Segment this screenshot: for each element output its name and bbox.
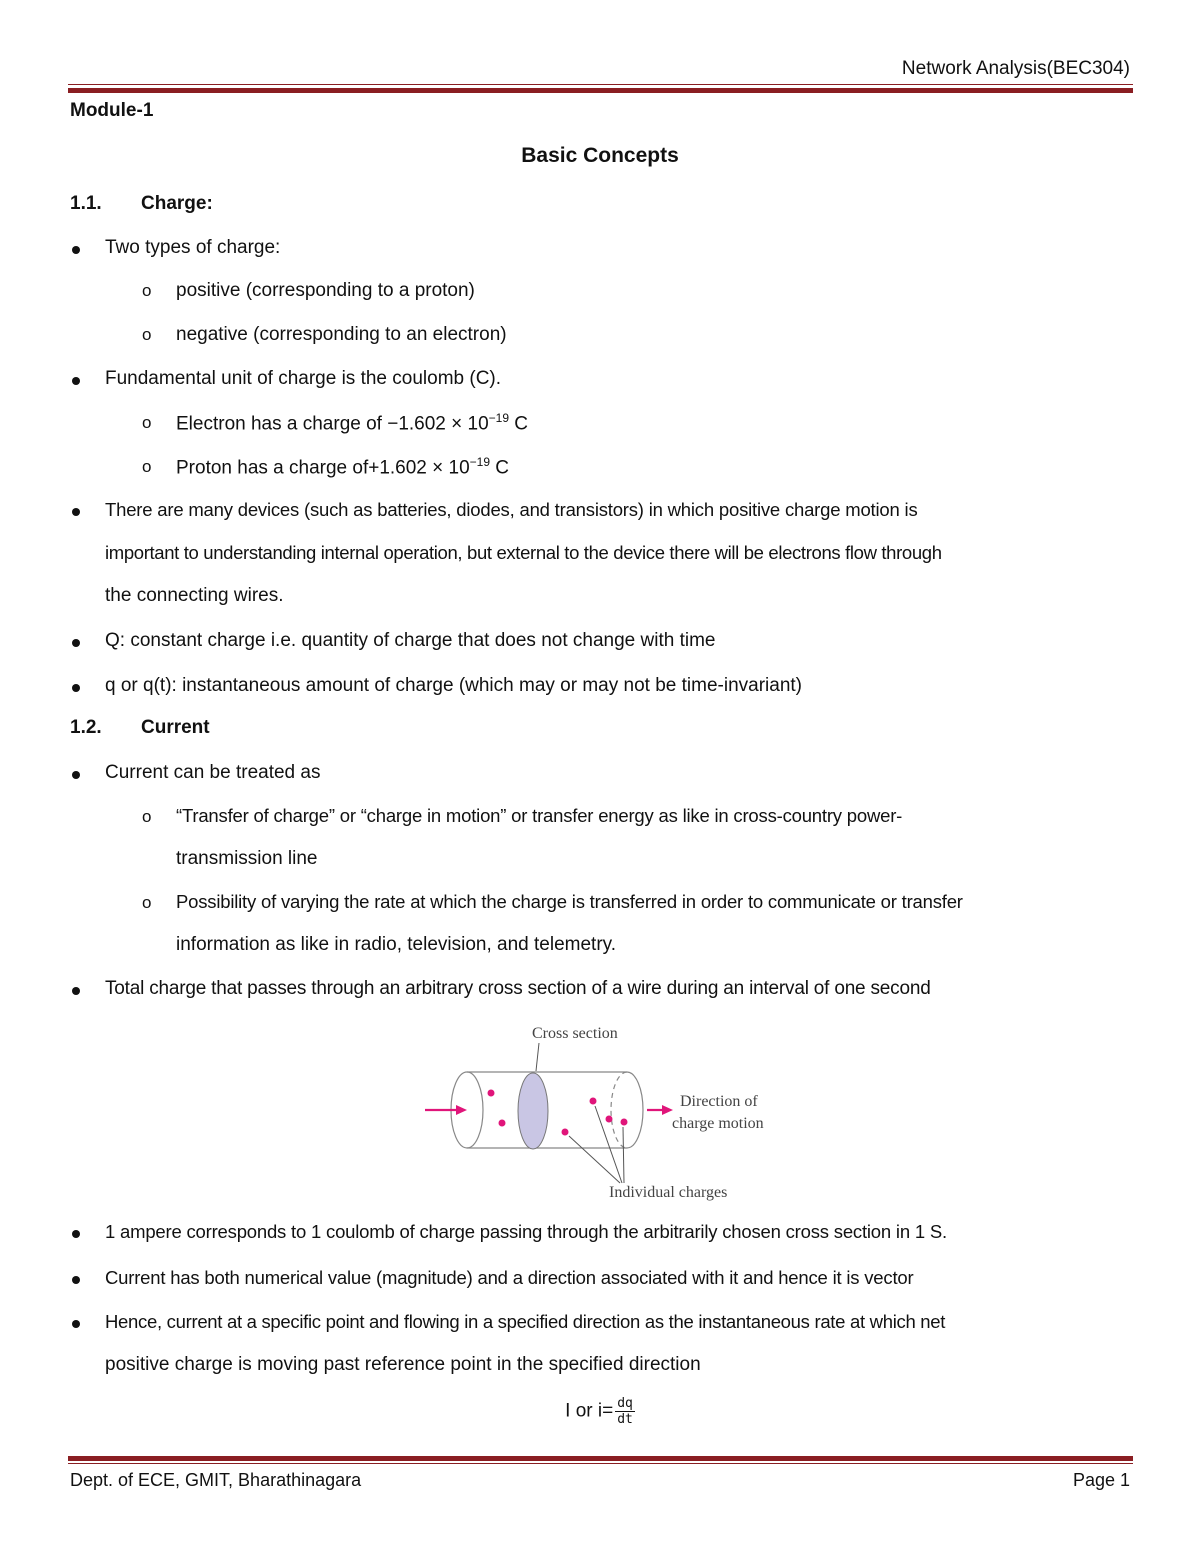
bullet-icon <box>72 639 80 647</box>
equation-numerator: dq <box>617 1396 633 1411</box>
equation-fraction <box>615 1396 635 1427</box>
cylinder-right-end <box>627 1072 643 1148</box>
list-item: Total charge that passes through an arbitrary cross section of a wire during an interval of one second <box>105 978 931 999</box>
cross-section-pointer <box>536 1043 539 1071</box>
electron-charge-unit: C <box>509 413 529 435</box>
footer-page-number: Page 1 <box>1072 1470 1130 1490</box>
bullet-icon <box>72 1320 80 1328</box>
list-item <box>176 455 509 479</box>
list-item-line: important to understanding internal operation, but external to the device there will be electrons flow through <box>105 542 942 563</box>
circle-bullet-icon: o <box>142 413 152 432</box>
circle-bullet-icon: o <box>142 893 152 912</box>
header-rule-thick <box>68 88 1133 93</box>
bullet-icon <box>72 377 80 385</box>
charge-dot <box>590 1098 597 1105</box>
circle-bullet-icon: o <box>142 807 152 826</box>
list-item: Q: constant charge i.e. quantity of charge that does not change with time <box>105 630 716 651</box>
circle-bullet-icon: o <box>142 281 152 300</box>
list-item-line: “Transfer of charge” or “charge in motion” or transfer energy as like in cross-country power- <box>176 805 903 826</box>
proton-charge-unit: C <box>490 457 510 479</box>
section-title-charge: Charge: <box>141 193 213 214</box>
label-direction-line1: Direction of <box>680 1093 758 1110</box>
charge-motion-figure <box>415 1015 795 1210</box>
electron-charge-text: Electron has a charge of −1.602 × 10 <box>176 413 489 435</box>
list-item: q or q(t): instantaneous amount of charge (which may or may not be time-invariant) <box>105 675 802 696</box>
section-number-1-1: 1.1. <box>70 193 102 214</box>
label-cross-section: Cross section <box>532 1025 618 1042</box>
footer-rule-thick <box>68 1456 1133 1461</box>
label-direction-line2: charge motion <box>672 1115 764 1132</box>
list-item-line: Hence, current at a specific point and flowing in a specified direction as the instantaneous rate at which net <box>105 1311 946 1332</box>
charge-pointer <box>569 1136 620 1183</box>
header-title: Network Analysis(BEC304) <box>901 58 1130 79</box>
list-item: Two types of charge: <box>105 237 281 258</box>
list-item <box>176 411 528 435</box>
list-item: negative (corresponding to an electron) <box>176 324 507 345</box>
proton-charge-exponent: −19 <box>469 455 491 469</box>
list-item: Current can be treated as <box>105 762 321 783</box>
cross-section-disk <box>518 1073 548 1149</box>
list-item-line: the connecting wires. <box>105 585 284 606</box>
current-equation <box>0 1396 1200 1427</box>
list-item: 1 ampere corresponds to 1 coulomb of charge passing through the arbitrarily chosen cross section in 1 S. <box>105 1221 947 1242</box>
incoming-arrowhead <box>456 1105 467 1115</box>
charge-dot <box>606 1116 613 1123</box>
bullet-icon <box>72 684 80 692</box>
list-item-line: Possibility of varying the rate at which the charge is transferred in order to communicate or transfer <box>176 891 963 912</box>
charge-dot <box>488 1090 495 1097</box>
list-item: Fundamental unit of charge is the coulomb (C). <box>105 368 502 389</box>
bullet-icon <box>72 1230 80 1238</box>
header-rule-thin <box>68 84 1133 85</box>
section-title-current: Current <box>141 717 210 738</box>
circle-bullet-icon: o <box>142 457 152 476</box>
list-item-line: information as like in radio, television, and telemetry. <box>176 934 617 955</box>
list-item: positive (corresponding to a proton) <box>176 280 475 301</box>
charge-dot <box>562 1129 569 1136</box>
list-item: Current has both numerical value (magnitude) and a direction associated with it and hence it is vector <box>105 1267 914 1288</box>
charge-pointer <box>623 1127 624 1183</box>
bullet-icon <box>72 987 80 995</box>
list-item-line: transmission line <box>176 848 318 869</box>
module-label: Module-1 <box>70 100 154 121</box>
circle-bullet-icon: o <box>142 325 152 344</box>
bullet-icon <box>72 771 80 779</box>
equation-denominator: dt <box>617 1412 633 1427</box>
proton-charge-text: Proton has a charge of+1.602 × 10 <box>176 457 470 479</box>
charge-dot <box>621 1119 628 1126</box>
cylinder-right-hidden-edge <box>611 1072 627 1148</box>
electron-charge-exponent: −19 <box>488 411 510 425</box>
section-number-1-2: 1.2. <box>70 717 102 738</box>
charge-dot <box>499 1120 506 1127</box>
bullet-icon <box>72 1276 80 1284</box>
equation-lhs: I or i= <box>565 1400 614 1422</box>
footer-rule-thin <box>68 1463 1133 1464</box>
bullet-icon <box>72 508 80 516</box>
label-individual-charges: Individual charges <box>609 1184 728 1201</box>
footer-department: Dept. of ECE, GMIT, Bharathinagara <box>70 1470 362 1490</box>
bullet-icon <box>72 246 80 254</box>
list-item-line: positive charge is moving past reference point in the specified direction <box>105 1354 701 1375</box>
outgoing-arrowhead <box>662 1105 673 1115</box>
page-heading: Basic Concepts <box>521 144 679 167</box>
list-item-line: There are many devices (such as batteries, diodes, and transistors) in which positive charge motion is <box>105 499 918 520</box>
